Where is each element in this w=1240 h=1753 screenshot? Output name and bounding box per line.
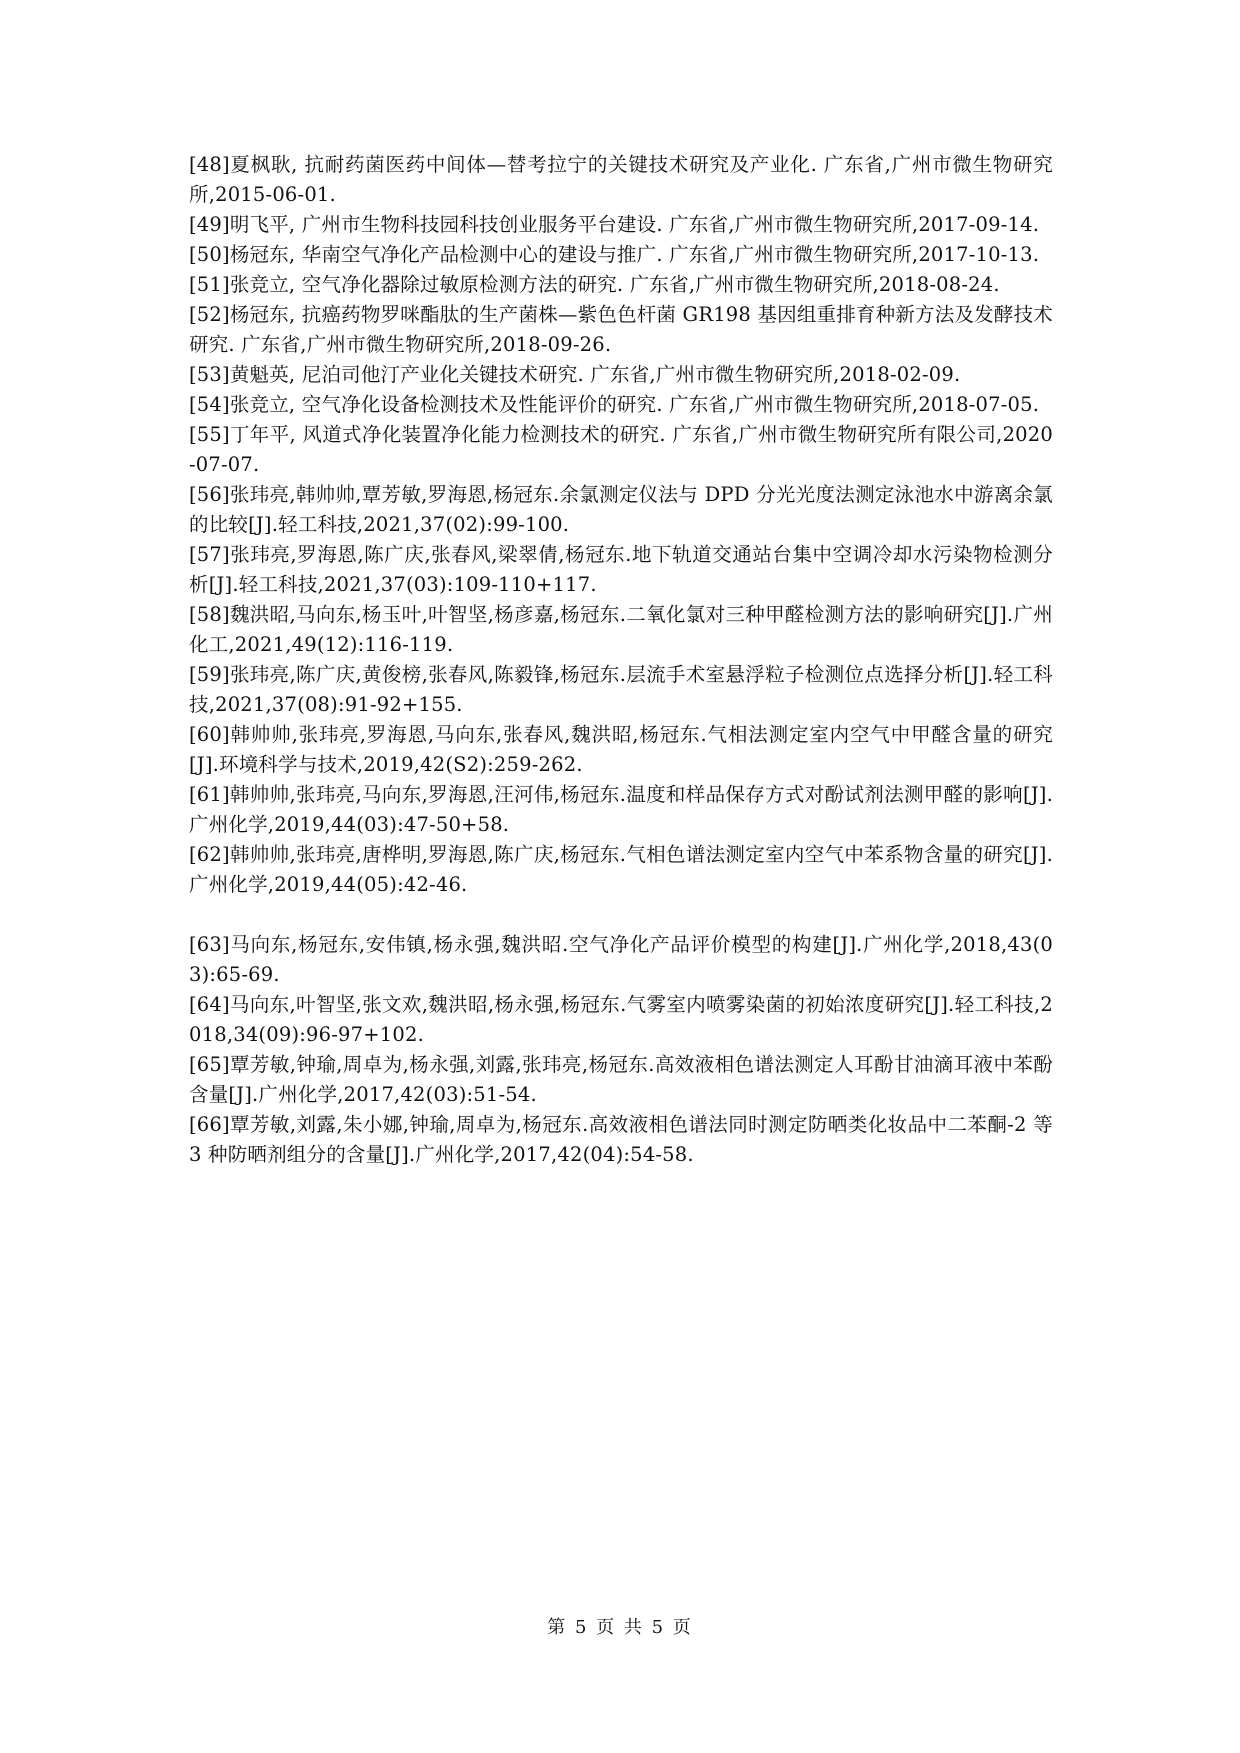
reference-item-62: [62]韩帅帅,张玮亮,唐桦明,罗海恩,陈广庆,杨冠东.气相色谱法测定室内空气中苯系物含量的研究[J].广州化学,2019,44(05):42-46. <box>189 843 1053 896</box>
reference-item-60: [60]韩帅帅,张玮亮,罗海恩,马向东,张春风,魏洪昭,杨冠东.气相法测定室内空气中甲醛含量的研究[J].环境科学与技术,2019,42(S2):259-262. <box>189 723 1053 776</box>
reference-list <box>189 150 1053 1170</box>
reference-item-55: [55]丁年平, 风道式净化装置净化能力检测技术的研究. 广东省,广州市微生物研究所有限公司,2020-07-07. <box>189 423 1053 476</box>
reference-item-56: [56]张玮亮,韩帅帅,覃芳敏,罗海恩,杨冠东.余氯测定仪法与 DPD 分光光度法测定泳池水中游离余氯的比较[J].轻工科技,2021,37(02):99-100. <box>189 483 1053 536</box>
reference-item-51: [51]张竞立, 空气净化器除过敏原检测方法的研究. 广东省,广州市微生物研究所,2018-08-24. <box>189 273 1000 296</box>
reference-item-53: [53]黄魁英, 尼泊司他汀产业化关键技术研究. 广东省,广州市微生物研究所,2018-02-09. <box>189 363 961 386</box>
reference-item-65: [65]覃芳敏,钟瑜,周卓为,杨永强,刘露,张玮亮,杨冠东.高效液相色谱法测定人耳酚甘油滴耳液中苯酚含量[J].广州化学,2017,42(03):51-54. <box>189 1053 1053 1106</box>
reference-item-59: [59]张玮亮,陈广庆,黄俊榜,张春风,陈毅锋,杨冠东.层流手术室悬浮粒子检测位点选择分析[J].轻工科技,2021,37(08):91-92+155. <box>189 663 1053 716</box>
reference-item-57: [57]张玮亮,罗海恩,陈广庆,张春风,梁翠倩,杨冠东.地下轨道交通站台集中空调冷却水污染物检测分析[J].轻工科技,2021,37(03):109-110+117. <box>189 543 1053 596</box>
page-number-label: 第 5 页 共 5 页 <box>547 1617 693 1638</box>
page-footer <box>0 1616 1240 1640</box>
reference-item-66: [66]覃芳敏,刘露,朱小娜,钟瑜,周卓为,杨冠东.高效液相色谱法同时测定防晒类化妆品中二苯酮-2 等 3 种防晒剂组分的含量[J].广州化学,2017,42(04):54-58. <box>189 1113 1053 1166</box>
reference-item-48: [48]夏枫耿, 抗耐药菌医药中间体—替考拉宁的关键技术研究及产业化. 广东省,广州市微生物研究所,2015-06-01. <box>189 153 1053 206</box>
reference-item-49: [49]明飞平, 广州市生物科技园科技创业服务平台建设. 广东省,广州市微生物研究所,2017-09-14. <box>189 213 1040 236</box>
reference-item-54: [54]张竞立, 空气净化设备检测技术及性能评价的研究. 广东省,广州市微生物研究所,2018-07-05. <box>189 393 1040 416</box>
reference-item-58: [58]魏洪昭,马向东,杨玉叶,叶智坚,杨彦嘉,杨冠东.二氧化氯对三种甲醛检测方法的影响研究[J].广州化工,2021,49(12):116-119. <box>189 603 1053 656</box>
reference-item-63: [63]马向东,杨冠东,安伟镇,杨永强,魏洪昭.空气净化产品评价模型的构建[J].广州化学,2018,43(03):65-69. <box>189 933 1053 986</box>
reference-item-64: [64]马向东,叶智坚,张文欢,魏洪昭,杨永强,杨冠东.气雾室内喷雾染菌的初始浓度研究[J].轻工科技,2018,34(09):96-97+102. <box>189 993 1053 1046</box>
reference-item-52: [52]杨冠东, 抗癌药物罗咪酯肽的生产菌株—紫色色杆菌 GR198 基因组重排育种新方法及发酵技术研究. 广东省,广州市微生物研究所,2018-09-26. <box>189 303 1053 356</box>
reference-item-61: [61]韩帅帅,张玮亮,马向东,罗海恩,汪河伟,杨冠东.温度和样品保存方式对酚试剂法测甲醛的影响[J].广州化学,2019,44(03):47-50+58. <box>189 783 1053 836</box>
reference-item-50: [50]杨冠东, 华南空气净化产品检测中心的建设与推广. 广东省,广州市微生物研究所,2017-10-13. <box>189 243 1040 266</box>
